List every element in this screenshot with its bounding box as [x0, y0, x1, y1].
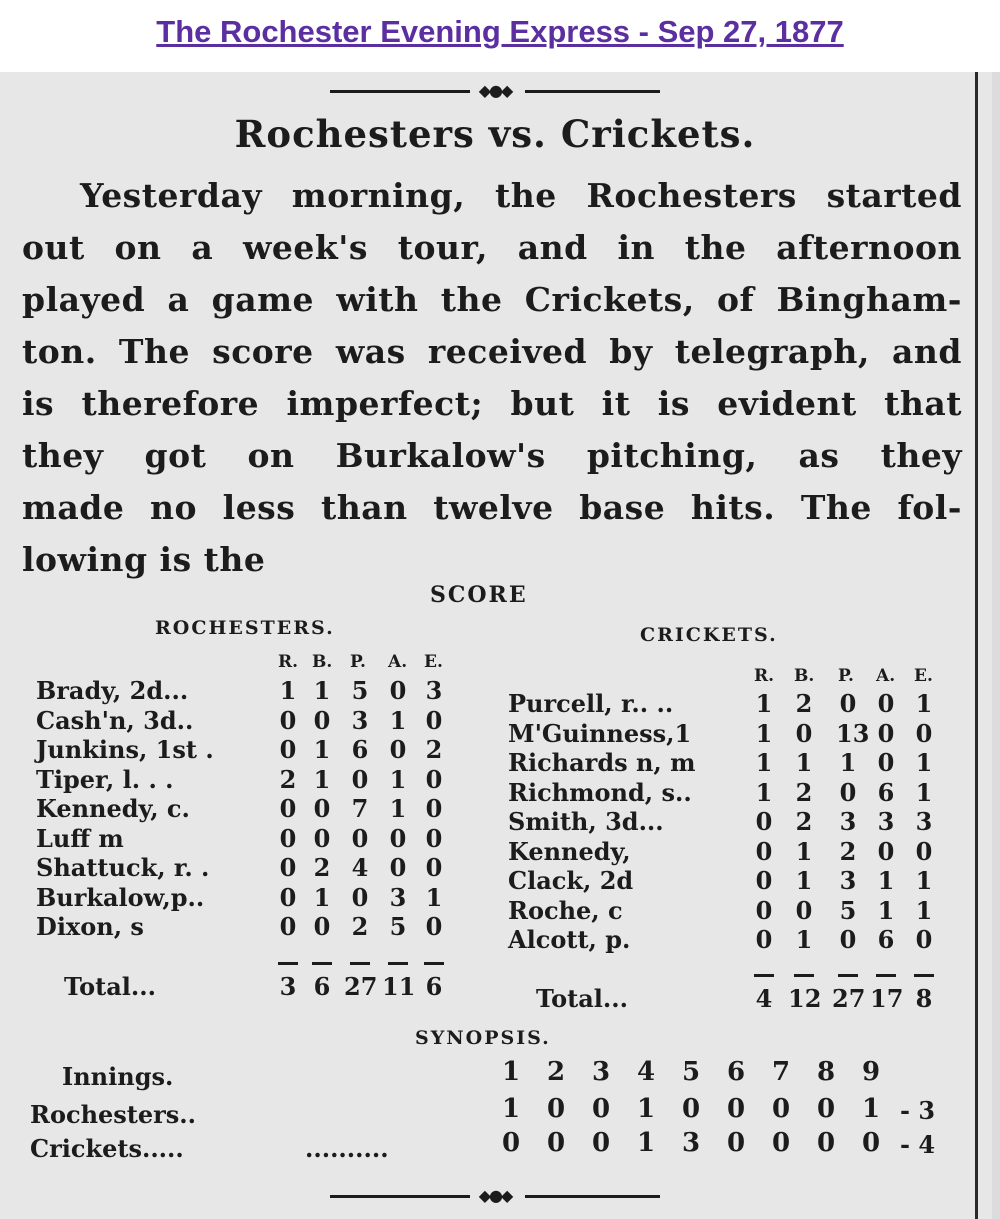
- rochesters-total-rule: [350, 962, 370, 965]
- crickets-stat-cell: 2: [839, 836, 857, 866]
- rochesters-player-name: Kennedy, c.: [36, 794, 190, 823]
- crickets-stat-cell: 1: [755, 777, 773, 807]
- rochesters-stat-cell: 2: [425, 735, 443, 764]
- synopsis-run-cell: 0: [591, 1094, 611, 1124]
- rochesters-player-name: Junkins, 1st .: [36, 735, 214, 764]
- rochesters-stat-cell: 0: [425, 853, 443, 882]
- rochesters-stat-cell: 0: [313, 823, 331, 853]
- crickets-total-cell: 4: [755, 984, 773, 1013]
- synopsis-run-cell: 0: [816, 1128, 836, 1158]
- crickets-stat-cell: 6: [877, 925, 895, 954]
- rochesters-player-name: Tiper, l. . .: [36, 764, 174, 794]
- newspaper-clipping: [0, 72, 1000, 1219]
- crickets-player-name: Alcott, p.: [508, 925, 631, 954]
- bottom-ornament: ◆●◆: [330, 1187, 660, 1205]
- rochesters-stat-cell: 3: [351, 705, 369, 735]
- rochesters-total-rule: [388, 962, 408, 965]
- crickets-stat-cell: 2: [795, 777, 813, 807]
- crickets-total-rule: [914, 974, 934, 977]
- synopsis-run-cell: 0: [816, 1094, 836, 1124]
- rochesters-stat-cell: 2: [351, 912, 369, 941]
- rochesters-stat-cell: 5: [389, 912, 407, 941]
- rochesters-stat-cell: 0: [425, 823, 443, 853]
- crickets-stat-cell: 5: [839, 895, 857, 925]
- page-title-link[interactable]: The Rochester Evening Express - Sep 27, 1877: [156, 14, 844, 49]
- crickets-total-cell: 12: [788, 984, 822, 1013]
- crickets-stat-cell: 1: [795, 925, 813, 954]
- rochesters-total-cell: 3: [279, 972, 297, 1001]
- synopsis-run-cell: 0: [546, 1094, 566, 1124]
- crickets-stat-cell: 13: [836, 718, 870, 748]
- synopsis-run-cell: 0: [726, 1094, 746, 1124]
- rochesters-player-name: Cash'n, 3d..: [36, 705, 194, 735]
- crickets-heading: CRICKETS.: [640, 624, 778, 646]
- rochesters-player-name: Burkalow,p..: [36, 882, 205, 912]
- rochesters-total-cell: 6: [313, 972, 331, 1001]
- rochesters-stat-cell: 0: [279, 823, 297, 853]
- rochesters-stat-cell: 0: [313, 705, 331, 735]
- crickets-stat-cell: 1: [915, 689, 933, 718]
- crickets-col-header: B.: [794, 666, 815, 686]
- title-banner: [0, 0, 1000, 72]
- rochesters-stat-cell: 0: [389, 853, 407, 882]
- synopsis-run-cell: 1: [501, 1094, 521, 1124]
- synopsis-run-cell: 0: [681, 1094, 701, 1124]
- rochesters-heading: ROCHESTERS.: [155, 617, 335, 639]
- synopsis-final-score: - 4: [900, 1130, 936, 1159]
- article-line: out on a week's tour, and in the afternoon: [22, 228, 962, 267]
- rochesters-stat-cell: 0: [425, 794, 443, 823]
- crickets-player-name: Kennedy,: [508, 836, 631, 866]
- crickets-stat-cell: 0: [755, 866, 773, 895]
- crickets-stat-cell: 1: [839, 748, 857, 777]
- rochesters-stat-cell: 0: [351, 764, 369, 794]
- rochesters-stat-cell: 1: [389, 794, 407, 823]
- rochesters-stat-cell: 0: [279, 882, 297, 912]
- rochesters-stat-cell: 0: [389, 676, 407, 705]
- inning-number: 6: [726, 1057, 746, 1087]
- rochesters-stat-cell: 1: [389, 705, 407, 735]
- crickets-stat-cell: 0: [795, 718, 813, 748]
- rochesters-stat-cell: 0: [389, 823, 407, 853]
- crickets-player-name: M'Guinness,1: [508, 718, 692, 748]
- crickets-player-name: Purcell, r.. ..: [508, 689, 674, 718]
- synopsis-team-rochesters: Rochesters..: [30, 1100, 197, 1129]
- crickets-total-rule: [838, 974, 858, 977]
- synopsis-run-cell: 0: [861, 1128, 881, 1158]
- rochesters-stat-cell: 0: [313, 912, 331, 941]
- synopsis-final-score: - 3: [900, 1096, 936, 1125]
- crickets-col-header: A.: [876, 666, 896, 686]
- column-rule: [975, 72, 978, 1219]
- synopsis-run-cell: 0: [771, 1128, 791, 1158]
- rochesters-stat-cell: 0: [351, 882, 369, 912]
- crickets-col-header: P.: [838, 666, 854, 686]
- crickets-player-name: Smith, 3d...: [508, 807, 664, 836]
- crickets-stat-cell: 0: [755, 807, 773, 836]
- crickets-total-cell: 17: [870, 984, 904, 1013]
- rochesters-stat-cell: 1: [389, 764, 407, 794]
- rochesters-stat-cell: 0: [279, 735, 297, 764]
- rochesters-col-header: E.: [424, 652, 443, 672]
- crickets-stat-cell: 3: [839, 807, 857, 836]
- synopsis-run-cell: 0: [501, 1128, 521, 1158]
- article-line: made no less than twelve base hits. The fol-: [22, 488, 962, 527]
- rochesters-col-header: B.: [312, 652, 333, 672]
- rochesters-stat-cell: 0: [425, 912, 443, 941]
- top-ornament: ◆●◆: [330, 82, 660, 100]
- rochesters-stat-cell: 1: [313, 882, 331, 912]
- synopsis-heading: SYNOPSIS.: [415, 1027, 551, 1049]
- rochesters-col-header: P.: [350, 652, 366, 672]
- crickets-stat-cell: 0: [915, 836, 933, 866]
- rochesters-stat-cell: 7: [351, 794, 369, 823]
- synopsis-run-cell: 1: [861, 1094, 881, 1124]
- crickets-stat-cell: 1: [877, 866, 895, 895]
- article-line: lowing is the: [22, 540, 266, 579]
- crickets-stat-cell: 1: [795, 836, 813, 866]
- article-line: ton. The score was received by telegraph, and: [22, 332, 962, 371]
- article-line: is therefore imperfect; but it is evident that: [22, 384, 962, 423]
- rochesters-stat-cell: 0: [279, 853, 297, 882]
- synopsis-run-cell: 0: [591, 1128, 611, 1158]
- crickets-stat-cell: 0: [877, 689, 895, 718]
- inning-number: 9: [861, 1057, 881, 1087]
- innings-label: Innings.: [62, 1062, 174, 1091]
- rochesters-player-name: Dixon, s: [36, 912, 144, 941]
- crickets-total-cell: 27: [832, 984, 866, 1013]
- crickets-stat-cell: 2: [795, 689, 813, 718]
- rochesters-player-name: Shattuck, r. .: [36, 853, 210, 882]
- crickets-stat-cell: 0: [755, 895, 773, 925]
- rochesters-stat-cell: 0: [279, 912, 297, 941]
- inning-number: 8: [816, 1057, 836, 1087]
- crickets-stat-cell: 1: [795, 866, 813, 895]
- article-line: played a game with the Crickets, of Bingham-: [22, 280, 962, 319]
- synopsis-run-cell: 3: [681, 1128, 701, 1158]
- crickets-stat-cell: 1: [755, 689, 773, 718]
- crickets-col-header: E.: [914, 666, 933, 686]
- rochesters-total-rule: [278, 962, 298, 965]
- crickets-stat-cell: 0: [755, 925, 773, 954]
- crickets-stat-cell: 0: [839, 689, 857, 718]
- crickets-total-cell: 8: [915, 984, 933, 1013]
- crickets-stat-cell: 0: [795, 895, 813, 925]
- rochesters-stat-cell: 2: [279, 764, 297, 794]
- crickets-total-rule: [794, 974, 814, 977]
- crickets-col-header: R.: [754, 666, 775, 686]
- synopsis-leader-dots: ..........: [305, 1134, 389, 1163]
- article-line: Yesterday morning, the Rochesters started: [80, 176, 962, 215]
- crickets-stat-cell: 1: [877, 895, 895, 925]
- rochesters-stat-cell: 0: [389, 735, 407, 764]
- headline: Rochesters vs. Crickets.: [234, 112, 756, 156]
- rochesters-total-rule: [424, 962, 444, 965]
- synopsis-run-cell: 1: [636, 1128, 656, 1158]
- inning-number: 2: [546, 1057, 566, 1087]
- rochesters-stat-cell: 2: [313, 853, 331, 882]
- rochesters-stat-cell: 0: [351, 823, 369, 853]
- rochesters-stat-cell: 1: [279, 676, 297, 705]
- synopsis-run-cell: 1: [636, 1094, 656, 1124]
- rochesters-total-cell: 11: [382, 972, 416, 1001]
- inning-number: 5: [681, 1057, 701, 1087]
- rochesters-total-cell: 27: [344, 972, 378, 1001]
- crickets-total-rule: [876, 974, 896, 977]
- crickets-stat-cell: 0: [839, 777, 857, 807]
- crickets-stat-cell: 0: [877, 836, 895, 866]
- rochesters-total-rule: [312, 962, 332, 965]
- rochesters-stat-cell: 1: [313, 764, 331, 794]
- crickets-total-rule: [754, 974, 774, 977]
- rochesters-stat-cell: 1: [425, 882, 443, 912]
- crickets-stat-cell: 1: [915, 866, 933, 895]
- rochesters-stat-cell: 0: [313, 794, 331, 823]
- crickets-stat-cell: 1: [755, 718, 773, 748]
- rochesters-stat-cell: 4: [351, 853, 369, 882]
- rochesters-col-header: A.: [388, 652, 408, 672]
- rochesters-stat-cell: 3: [389, 882, 407, 912]
- inning-number: 3: [591, 1057, 611, 1087]
- rochesters-stat-cell: 6: [351, 735, 369, 764]
- score-heading: SCORE: [430, 582, 528, 608]
- rochesters-col-header: R.: [278, 652, 299, 672]
- rochesters-stat-cell: 0: [279, 794, 297, 823]
- crickets-stat-cell: 3: [877, 807, 895, 836]
- crickets-stat-cell: 0: [877, 748, 895, 777]
- inning-number: 7: [771, 1057, 791, 1087]
- inning-number: 1: [501, 1057, 521, 1087]
- crickets-stat-cell: 0: [915, 925, 933, 954]
- inning-number: 4: [636, 1057, 656, 1087]
- crickets-stat-cell: 1: [915, 895, 933, 925]
- crickets-player-name: Roche, c: [508, 895, 623, 925]
- crickets-stat-cell: 0: [915, 718, 933, 748]
- crickets-player-name: Clack, 2d: [508, 866, 634, 895]
- rochesters-stat-cell: 0: [279, 705, 297, 735]
- crickets-stat-cell: 0: [839, 925, 857, 954]
- crickets-stat-cell: 1: [915, 748, 933, 777]
- rochesters-stat-cell: 0: [425, 705, 443, 735]
- synopsis-team-crickets: Crickets.....: [30, 1134, 184, 1163]
- crickets-stat-cell: 1: [795, 748, 813, 777]
- rochesters-stat-cell: 5: [351, 676, 369, 705]
- crickets-stat-cell: 0: [755, 836, 773, 866]
- article-line: they got on Burkalow's pitching, as they: [22, 436, 962, 475]
- rochesters-stat-cell: 3: [425, 676, 443, 705]
- rochesters-player-name: Brady, 2d...: [36, 676, 189, 705]
- rochesters-total-cell: 6: [425, 972, 443, 1001]
- crickets-stat-cell: 1: [755, 748, 773, 777]
- crickets-player-name: Richards n, m: [508, 748, 696, 777]
- rochesters-stat-cell: 1: [313, 735, 331, 764]
- article-body: [22, 170, 962, 586]
- crickets-stat-cell: 0: [877, 718, 895, 748]
- crickets-stat-cell: 3: [839, 866, 857, 895]
- crickets-stat-cell: 3: [915, 807, 933, 836]
- crickets-stat-cell: 1: [915, 777, 933, 807]
- synopsis-run-cell: 0: [546, 1128, 566, 1158]
- crickets-stat-cell: 6: [877, 777, 895, 807]
- synopsis-run-cell: 0: [771, 1094, 791, 1124]
- crickets-stat-cell: 2: [795, 807, 813, 836]
- rochesters-stat-cell: 1: [313, 676, 331, 705]
- crickets-player-name: Richmond, s..: [508, 777, 692, 807]
- rochesters-total-label: Total...: [64, 972, 156, 1001]
- column-rule-edge: [992, 72, 1000, 1219]
- rochesters-stat-cell: 0: [425, 764, 443, 794]
- synopsis-run-cell: 0: [726, 1128, 746, 1158]
- rochesters-player-name: Luff m: [36, 823, 124, 853]
- crickets-total-label: Total...: [536, 984, 628, 1013]
